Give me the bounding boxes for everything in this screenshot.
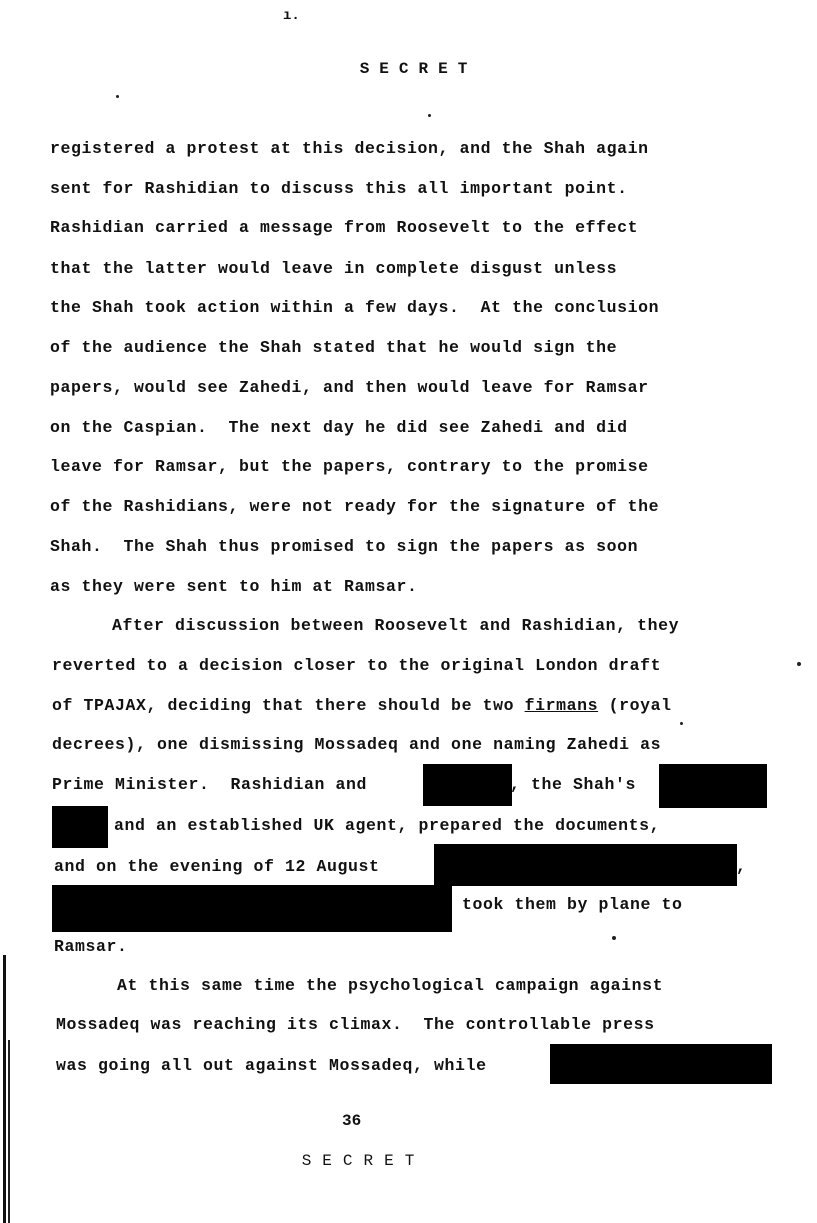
text-line: and an established UK agent, prepared the documents,	[114, 816, 661, 835]
text-line: was going all out against Mossadeq, while	[56, 1056, 487, 1075]
text-line: ,	[736, 857, 747, 876]
text-segment: (royal	[598, 696, 672, 715]
underlined-term: firmans	[524, 696, 599, 715]
redaction-block	[550, 1044, 772, 1084]
scan-edge-line	[8, 1040, 10, 1223]
classification-footer: SECRET	[301, 1152, 426, 1170]
redaction-block	[52, 885, 452, 932]
text-line: as they were sent to him at Ramsar.	[50, 577, 418, 596]
text-line	[52, 696, 672, 716]
text-line: took them by plane to	[462, 895, 683, 914]
text-line: Rashidian carried a message from Roosevelt to the effect	[50, 218, 639, 237]
text-line: Ramsar.	[54, 937, 128, 956]
text-line: of the audience the Shah stated that he would sign the	[50, 338, 618, 357]
redaction-block	[434, 844, 737, 886]
text-line: reverted to a decision closer to the original London draft	[52, 656, 662, 675]
redaction-block	[659, 764, 767, 808]
text-line: registered a protest at this decision, and the Shah again	[50, 139, 649, 158]
text-line: Mossadeq was reaching its climax. The controllable press	[56, 1015, 655, 1034]
redaction-block	[52, 806, 108, 848]
redaction-block	[423, 764, 512, 806]
text-line: on the Caspian. The next day he did see Zahedi and did	[50, 418, 628, 437]
scan-edge-line	[3, 955, 6, 1223]
text-line: of the Rashidians, were not ready for the signature of the	[50, 497, 660, 516]
scan-speck	[612, 936, 616, 940]
top-mark: ı.	[283, 8, 300, 24]
text-line: , the Shah's	[510, 775, 637, 794]
scan-speck	[680, 722, 683, 725]
text-line: and on the evening of 12 August	[54, 857, 380, 876]
text-line: sent for Rashidian to discuss this all important point.	[50, 179, 628, 198]
text-line: papers, would see Zahedi, and then would leave for Ramsar	[50, 378, 649, 397]
page-number: 36	[342, 1112, 362, 1130]
scan-speck	[428, 114, 431, 117]
text-line: the Shah took action within a few days. At the conclusion	[50, 298, 660, 317]
text-line: decrees), one dismissing Mossadeq and one naming Zahedi as	[52, 735, 662, 754]
classification-header: SECRET	[359, 60, 478, 78]
text-line: Prime Minister. Rashidian and	[52, 775, 368, 794]
text-line: After discussion between Roosevelt and Rashidian, they	[112, 616, 680, 635]
text-line: leave for Ramsar, but the papers, contrary to the promise	[50, 457, 649, 476]
text-line: At this same time the psychological campaign against	[117, 976, 664, 995]
scan-speck	[116, 95, 119, 98]
text-segment: of TPAJAX, deciding that there should be two	[52, 696, 525, 715]
scan-speck	[797, 662, 801, 666]
text-line: Shah. The Shah thus promised to sign the papers as soon	[50, 537, 639, 556]
text-line: that the latter would leave in complete disgust unless	[50, 259, 618, 278]
